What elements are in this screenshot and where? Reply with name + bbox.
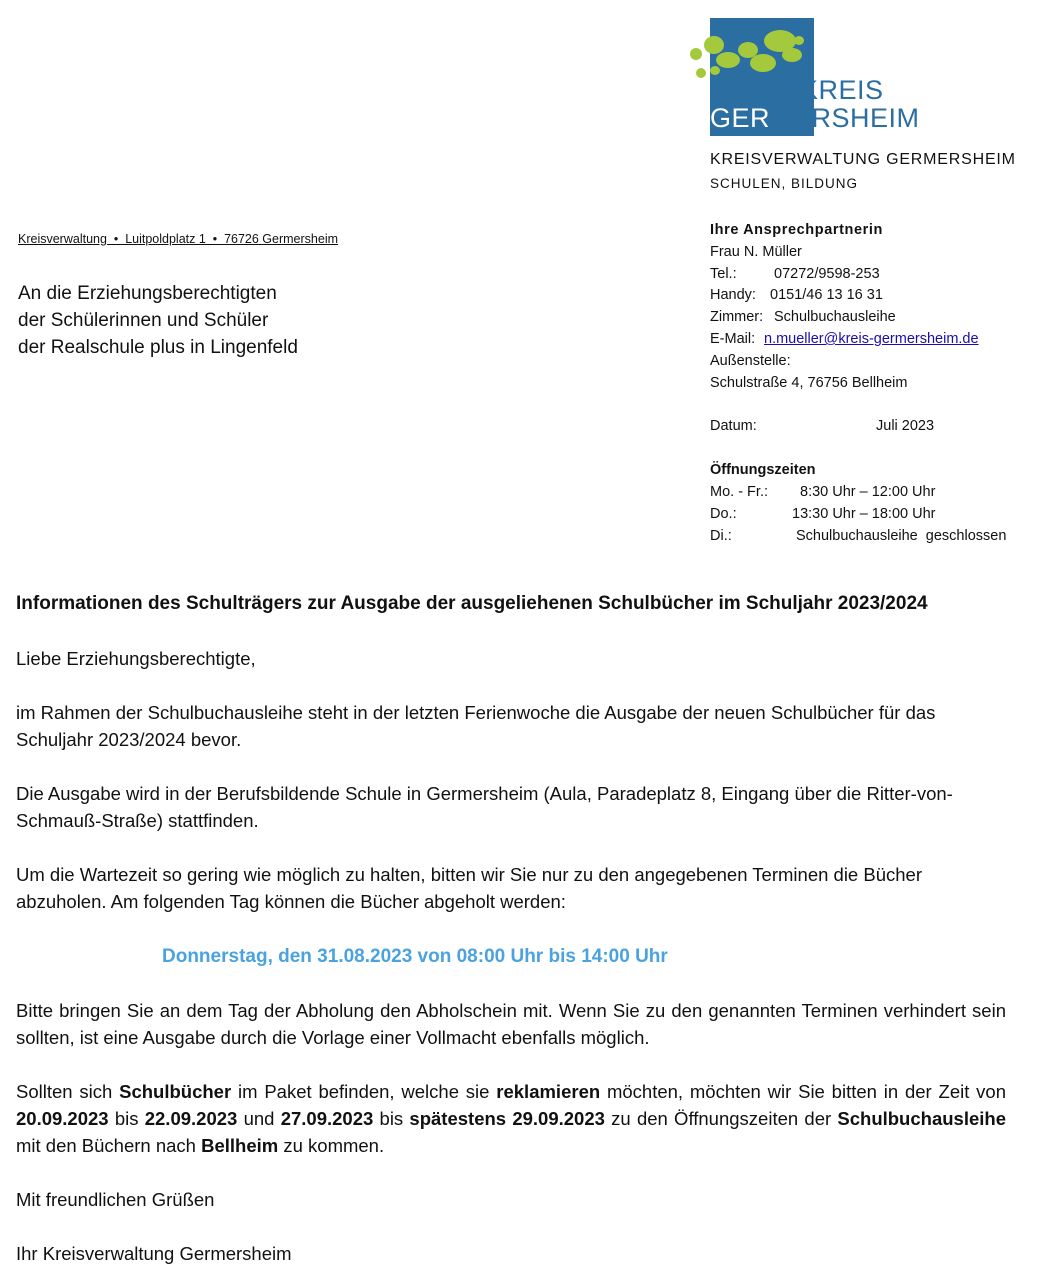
p5-bold: 22.09.2023 — [144, 1108, 238, 1129]
aussenstelle-address: Schulstraße 4, 76756 Bellheim — [710, 374, 908, 391]
p5-text: und — [237, 1108, 281, 1129]
p5-text: zu den Öffnungszeiten der — [604, 1108, 838, 1129]
recipient-block — [18, 280, 298, 361]
zimmer-label: Zimmer: — [710, 309, 764, 326]
tel-label: Tel.: — [710, 265, 737, 282]
p5-bold: Bellheim — [201, 1135, 279, 1156]
handy-value: 0151/46 13 16 31 — [770, 287, 883, 304]
letter-subject: Informationen des Schulträgers zur Ausgabe der ausgeliehenen Schulbücher im Schuljahr 2023/2024 — [16, 593, 928, 614]
datum-label: Datum: — [710, 418, 757, 435]
p5-bold: 20.09.2023 — [16, 1108, 109, 1129]
salutation: Liebe Erziehungsberechtigte, — [16, 648, 256, 669]
spacer — [710, 394, 1006, 416]
logo-dot — [704, 36, 724, 54]
p5-text: zu kommen. — [278, 1135, 385, 1156]
recipient-line: der Schülerinnen und Schüler — [18, 310, 269, 331]
sender-address-line: Kreisverwaltung • Luitpoldplatz 1 • 76726 Germersheim — [18, 232, 339, 246]
hours-row — [710, 526, 1006, 548]
contact-name: Frau N. Müller — [710, 243, 802, 260]
signature: Ihr Kreisverwaltung Germersheim — [16, 1243, 292, 1264]
p5-bold: reklamieren — [496, 1081, 601, 1102]
paragraph-5 — [16, 1078, 1006, 1159]
logo-dot — [696, 68, 706, 78]
p5-text: mit den Büchern nach — [16, 1135, 202, 1156]
paragraph-4: Bitte bringen Sie an dem Tag der Abholung den Abholschein mit. Wenn Sie zu den genannten Terminen verhindert sein sollten, ist eine Ausgabe durch die Vorlage einer Vollmacht ebenfalls möglich. — [16, 1000, 1006, 1048]
landkreis-logo — [690, 14, 930, 139]
recipient-line: der Realschule plus in Lingenfeld — [18, 337, 298, 358]
p5-text: möchten, möchten wir Sie bitten in der Zeit von — [600, 1081, 1007, 1102]
logo-text-ger: GER — [710, 103, 771, 133]
contact-heading: Ihre Ansprechpartnerin — [710, 222, 884, 238]
contact-handy — [710, 285, 1006, 307]
datum-row — [710, 416, 1006, 438]
hours-row — [710, 482, 1006, 504]
p5-text: bis — [108, 1108, 145, 1129]
p5-text: im Paket befinden, welche sie — [231, 1081, 497, 1102]
hours-day: Mo. - Fr.: — [710, 483, 768, 500]
logo-dot — [750, 54, 776, 72]
paragraph-2: Die Ausgabe wird in der Berufsbildende Schule in Germersheim (Aula, Paradeplatz 8, Eingang über die Ritter-von-Schmauß-Straße) stattfinden. — [16, 783, 953, 831]
p5-bold: Schulbuchausleihe — [837, 1108, 1006, 1129]
p5-text: Sollten sich — [16, 1081, 120, 1102]
p5-text: bis — [373, 1108, 410, 1129]
hours-heading: Öffnungszeiten — [710, 462, 816, 479]
hours-time: Schulbuchausleihe geschlossen — [796, 527, 1007, 544]
logo-dot — [690, 48, 702, 60]
paragraph-3: Um die Wartezeit so gering wie möglich zu halten, bitten wir Sie nur zu den angegebenen Terminen die Bücher abzuholen. Am folgenden Tag können die Bücher abgeholt werden: — [16, 864, 922, 912]
zimmer-value: Schulbuchausleihe — [774, 309, 896, 326]
hours-row — [710, 504, 1006, 526]
recipient-line: An die Erziehungsberechtigten — [18, 283, 277, 304]
datum-value: Juli 2023 — [876, 418, 935, 435]
p5-bold: 27.09.2023 — [280, 1108, 374, 1129]
org-department: SCHULEN, BILDUNG — [710, 176, 859, 191]
hours-day: Di.: — [710, 527, 732, 544]
email-link[interactable]: n.mueller@kreis-germersheim.de — [764, 330, 979, 347]
spacer — [710, 438, 1006, 460]
tel-value: 07272/9598-253 — [774, 265, 880, 282]
pickup-date: Donnerstag, den 31.08.2023 von 08:00 Uhr bis 14:00 Uhr — [162, 946, 668, 967]
contact-email — [710, 329, 1006, 351]
hours-time: 8:30 Uhr – 12:00 Uhr — [800, 483, 936, 500]
logo-text-mersheim: MERSHEIM — [770, 103, 920, 133]
hours-time: 13:30 Uhr – 18:00 Uhr — [792, 505, 936, 522]
logo-dot — [716, 52, 740, 68]
aussenstelle-label: Außenstelle: — [710, 352, 791, 369]
letter-body — [16, 590, 1006, 1267]
closing: Mit freundlichen Grüßen — [16, 1189, 215, 1210]
logo-dot — [710, 66, 720, 75]
paragraph-1: im Rahmen der Schulbuchausleihe steht in der letzten Ferienwoche die Ausgabe der neuen Schulbücher für das Schuljahr 2023/2024 bevor. — [16, 702, 936, 750]
logo-dot — [782, 48, 802, 62]
contact-zimmer — [710, 307, 1006, 329]
p5-bold: spätestens 29.09.2023 — [409, 1108, 605, 1129]
org-name: KREISVERWALTUNG GERMERSHEIM — [710, 151, 1016, 168]
logo-text-landkreis: LANDKREIS — [726, 75, 884, 105]
handy-label: Handy: — [710, 287, 756, 304]
contact-tel — [710, 264, 1006, 286]
logo-dot — [794, 36, 804, 45]
contact-block — [710, 220, 1006, 547]
email-label: E-Mail: — [710, 330, 756, 347]
logo-text-germersheim — [710, 104, 920, 132]
hours-day: Do.: — [710, 505, 737, 522]
p5-bold: Schulbücher — [119, 1081, 232, 1102]
